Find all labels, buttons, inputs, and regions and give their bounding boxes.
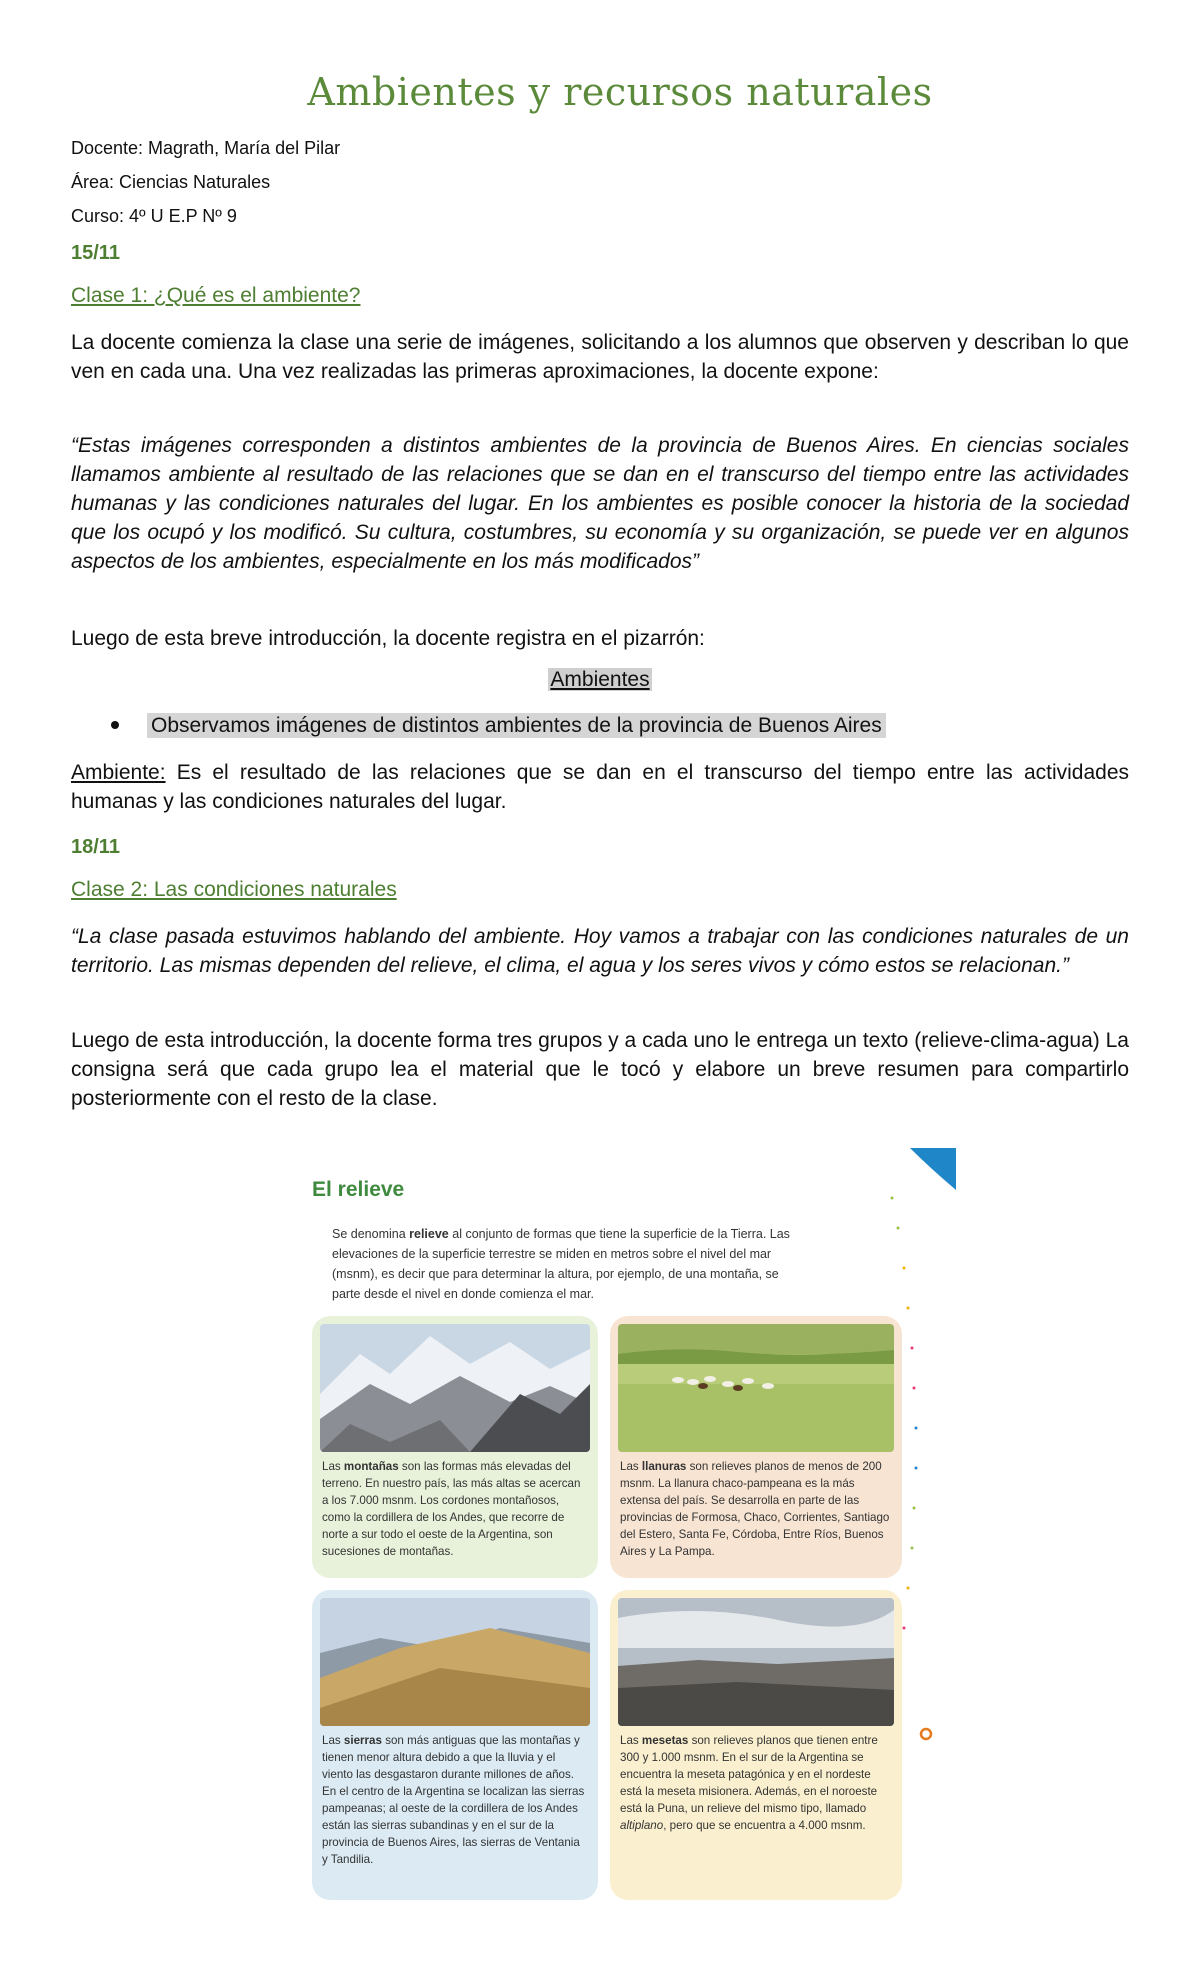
clase-1-intro: La docente comienza la clase una serie de imágenes, solicitando a los alumnos que observen y describan lo que ven en cada una. Una vez realizadas las primeras aproximaciones, la docente expone: xyxy=(71,331,1129,383)
relieve-figure xyxy=(310,1148,956,1906)
clase-2-after: Luego de esta introducción, la docente forma tres grupos y a cada uno le entrega un texto (relieve-clima-agua) La consigna será que cada grupo lea el material que le tocó y elabore un breve resumen para compartirlo posteriormente con el resto de la clase. xyxy=(71,1029,1129,1110)
caption-pre: Las xyxy=(620,1734,642,1747)
card-montanas-caption xyxy=(322,1458,588,1560)
card-sierras xyxy=(312,1590,598,1900)
definition-text: Es el resultado de las relaciones que se dan en el transcurso del tiempo entre las actividades humanas y las condiciones naturales del lugar. xyxy=(71,761,1129,813)
caption-post: son más antiguas que las montañas y tienen menor altura debido a que la lluvia y el viento las desgastaron durante millones de años. En el centro de la Argentina se localizan las sierras pampeanas; al oeste de la cordillera de los Andes están las sierras subandinas y en el sur de la provincia de Buenos Aires, las sierras de Ventania y Tandilia. xyxy=(322,1734,585,1866)
figure-intro xyxy=(332,1224,802,1304)
area-line: Área: Ciencias Naturales xyxy=(71,172,271,192)
caption-post: son las formas más elevadas del terreno. En nuestro país, las más altas se acercan a los 7.000 msnm. Los cordones montañosos, como la cordillera de los Andes, que recorre de norte a sur todo el oeste de la Argentina, son sucesiones de montañas. xyxy=(322,1460,581,1558)
card-montanas xyxy=(312,1316,598,1578)
clase-1-quote: “Estas imágenes corresponden a distintos ambientes de la provincia de Buenos Aires. En ciencias sociales llamamos ambiente al resultado de las relaciones que se dan en el transcurso del tiempo entre las actividades humanas y las condiciones naturales del lugar. En los ambientes es posible conocer la historia de la sociedad que los ocupó y los modificó. Su cultura, costumbres, su economía y su organización, se puede ver en algunos aspectos de los ambientes, especialmente en los más modificados” xyxy=(71,434,1129,573)
card-mesetas-caption xyxy=(620,1732,892,1834)
intro-bold: relieve xyxy=(409,1227,449,1241)
intro-post: al conjunto de formas que tiene la superficie de la Tierra. Las elevaciones de la superficie terrestre se miden en metros sobre el nivel del mar (msnm), es decir que para determinar la altura, por ejemplo, de una montaña, se parte desde el nivel en donde comienza el mar. xyxy=(332,1227,790,1301)
bullet-dot-icon xyxy=(111,721,119,729)
caption-pre: Las xyxy=(620,1460,642,1473)
card-llanuras xyxy=(610,1316,902,1578)
caption-post: son relieves planos de menos de 200 msnm. La llanura chaco-pampeana es la más extensa del país. Se desarrolla en parte de las provincias de Formosa, Chaco, Corrientes, Santiago del Estero, Santa Fe, Córdoba, Entre Ríos, Buenos Aires y La Pampa. xyxy=(620,1460,890,1558)
caption-post-2: , pero que se encuentra a 4.000 msnm. xyxy=(663,1819,866,1832)
document-title: Ambientes y recursos naturales xyxy=(307,70,933,114)
clase-2-quote: “La clase pasada estuvimos hablando del ambiente. Hoy vamos a trabajar con las condiciones naturales de un territorio. Las mismas dependen del relieve, el clima, el agua y los seres vivos y cómo estos se relacionan.” xyxy=(71,925,1129,977)
caption-pre: Las xyxy=(322,1734,344,1747)
caption-bold: mesetas xyxy=(641,1734,689,1747)
mountains-photo xyxy=(320,1324,590,1452)
plateau-photo xyxy=(618,1598,894,1726)
hills-photo xyxy=(320,1598,590,1726)
decorative-arc xyxy=(910,1148,956,1190)
date-clase-1: 15/11 xyxy=(71,242,120,264)
caption-bold: sierras xyxy=(343,1734,382,1747)
caption-bold: montañas xyxy=(343,1460,399,1473)
course-line: Curso: 4º U E.P Nº 9 xyxy=(71,206,237,226)
clase-1-after: Luego de esta breve introducción, la docente registra en el pizarrón: xyxy=(71,627,705,650)
caption-pre: Las xyxy=(322,1460,344,1473)
card-llanuras-caption xyxy=(620,1458,892,1560)
caption-post: son relieves planos que tienen entre 300 y 1.000 msnm. En el sur de la Argentina se encuentra la meseta patagónica y en el nordeste está la meseta misionera. Además, en el noroeste está la Puna, un relieve del mismo tipo, llamado xyxy=(620,1734,878,1815)
board-heading xyxy=(0,668,1200,692)
bullet-text: Observamos imágenes de distintos ambientes de la provincia de Buenos Aires xyxy=(147,713,886,738)
heading-clase-2: Clase 2: Las condiciones naturales xyxy=(71,878,397,901)
caption-bold: llanuras xyxy=(641,1460,687,1473)
board-heading-text: Ambientes xyxy=(550,668,650,691)
plains-photo xyxy=(618,1324,894,1452)
board-bullet xyxy=(71,714,1129,738)
caption-italic: altiplano xyxy=(620,1819,664,1832)
figure-title: El relieve xyxy=(312,1178,405,1201)
card-mesetas xyxy=(610,1590,902,1900)
card-sierras-caption xyxy=(322,1732,588,1868)
ambiente-definition xyxy=(71,758,1129,816)
definition-term: Ambiente: xyxy=(71,761,166,784)
heading-clase-1: Clase 1: ¿Qué es el ambiente? xyxy=(71,284,361,307)
teacher-line: Docente: Magrath, María del Pilar xyxy=(71,138,341,158)
intro-pre: Se denomina xyxy=(332,1227,410,1241)
date-clase-2: 18/11 xyxy=(71,836,120,858)
